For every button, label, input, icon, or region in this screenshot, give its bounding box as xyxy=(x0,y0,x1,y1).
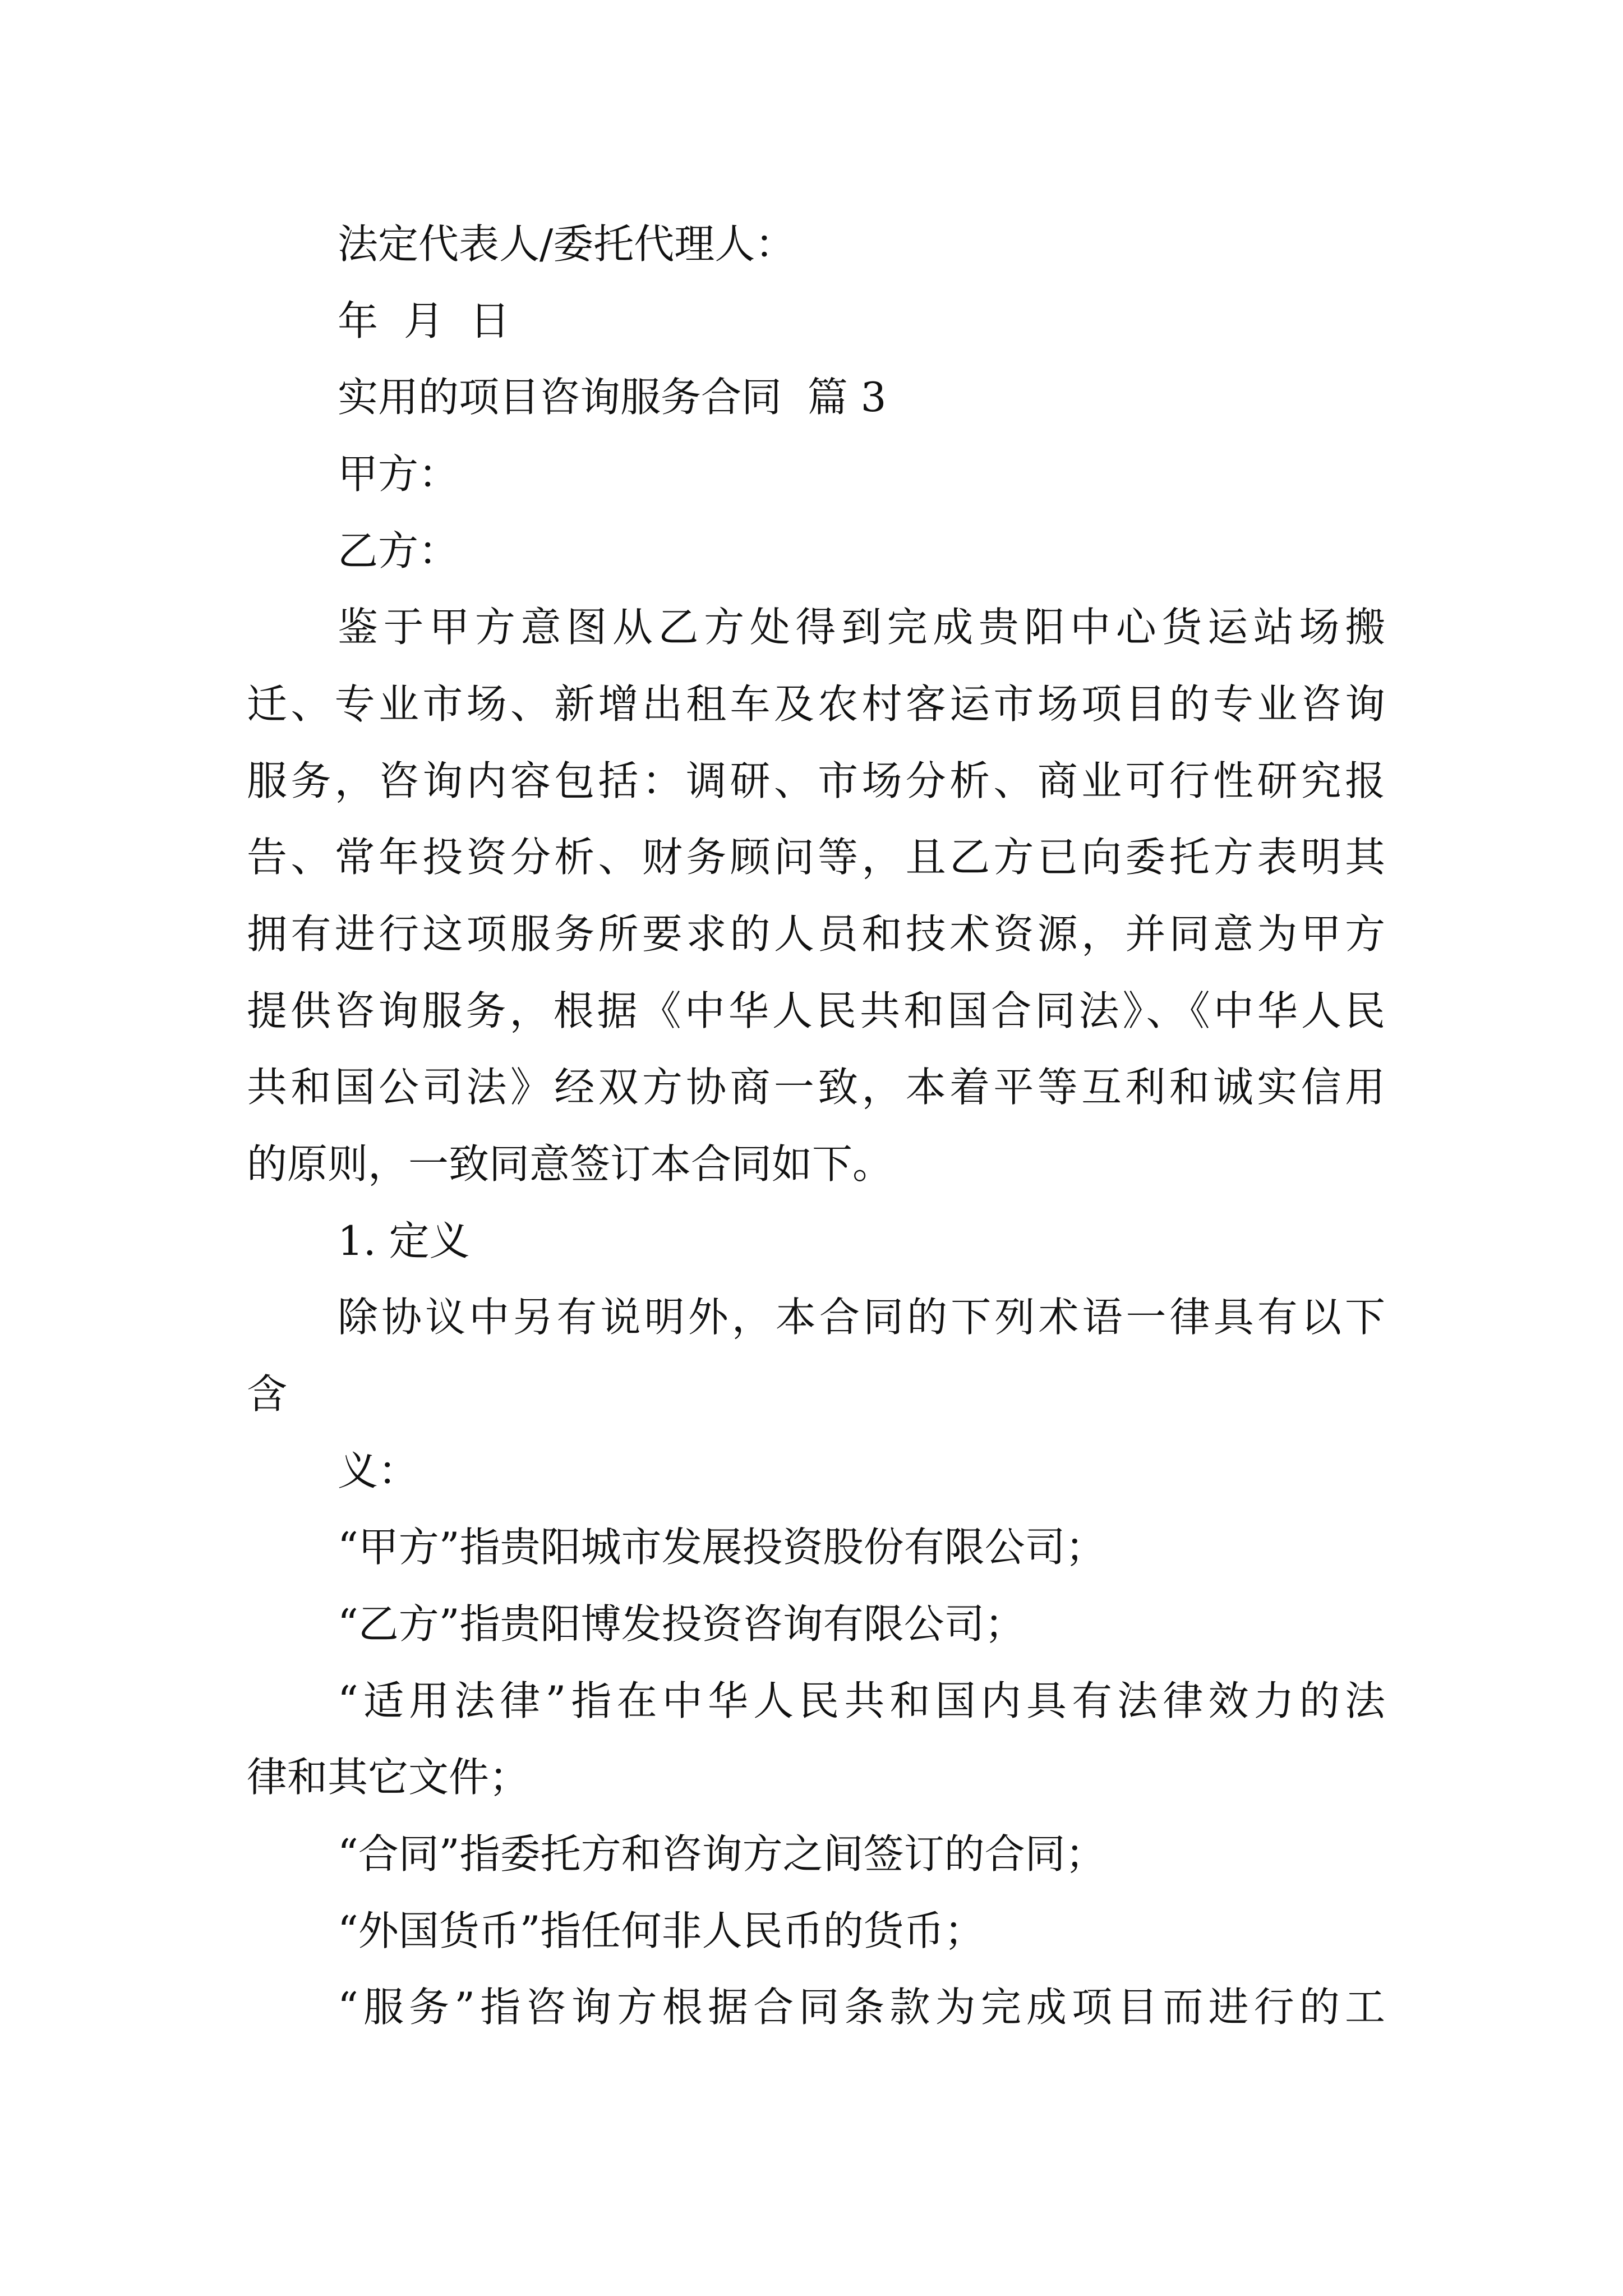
preamble-line: 提供咨询服务，根据《中华人民共和国合同法》、《中华人民 xyxy=(247,987,1385,1034)
definitions-intro-line: 义： xyxy=(338,1447,419,1494)
preamble-line: 的原则，一致同意签订本合同如下。 xyxy=(247,1140,893,1188)
definitions-intro-line: 除协议中另有说明外，本合同的下列术语一律具有以下 xyxy=(338,1294,1385,1341)
date-line: 年 月 日 xyxy=(338,297,510,344)
definitions-intro-line: 含 xyxy=(247,1370,288,1418)
clause-heading-definitions: 1. 定义 xyxy=(338,1217,470,1264)
definition-party-a: “甲方”指贵阳城市发展投资股份有限公司； xyxy=(338,1524,1106,1571)
definition-applicable-law: “适用法律”指在中华人民共和国内具有法律效力的法 xyxy=(338,1677,1385,1724)
definition-services: “服务”指咨询方根据合同条款为完成项目而进行的工 xyxy=(338,1984,1385,2031)
preamble-line: 拥有进行这项服务所要求的人员和技术资源，并同意为甲方 xyxy=(247,910,1385,958)
preamble-line: 迁、专业市场、新增出租车及农村客运市场项目的专业咨询 xyxy=(247,680,1385,728)
preamble-line: 告、常年投资分析、财务顾问等，且乙方已向委托方表明其 xyxy=(247,834,1385,881)
definition-party-b: “乙方”指贵阳博发投资咨询有限公司； xyxy=(338,1600,1025,1648)
section-heading: 实用的项目咨询服务合同 篇 3 xyxy=(338,374,887,421)
preamble-line: 服务，咨询内容包括：调研、市场分析、商业可行性研究报 xyxy=(247,757,1385,804)
preamble-line: 共和国公司法》经双方协商一致，本着平等互利和诚实信用 xyxy=(247,1064,1385,1111)
definition-foreign-currency: “外国货币”指任何非人民币的货币； xyxy=(338,1907,985,1954)
party-a-line: 甲方： xyxy=(338,450,459,498)
definition-applicable-law: 律和其它文件； xyxy=(247,1754,530,1801)
signature-line-representative: 法定代表人/委托代理人： xyxy=(338,220,796,268)
definition-contract: “合同”指委托方和咨询方之间签订的合同； xyxy=(338,1830,1106,1878)
party-b-line: 乙方： xyxy=(338,527,459,574)
preamble-line: 鉴于甲方意图从乙方处得到完成贵阳中心货运站场搬 xyxy=(338,604,1385,651)
